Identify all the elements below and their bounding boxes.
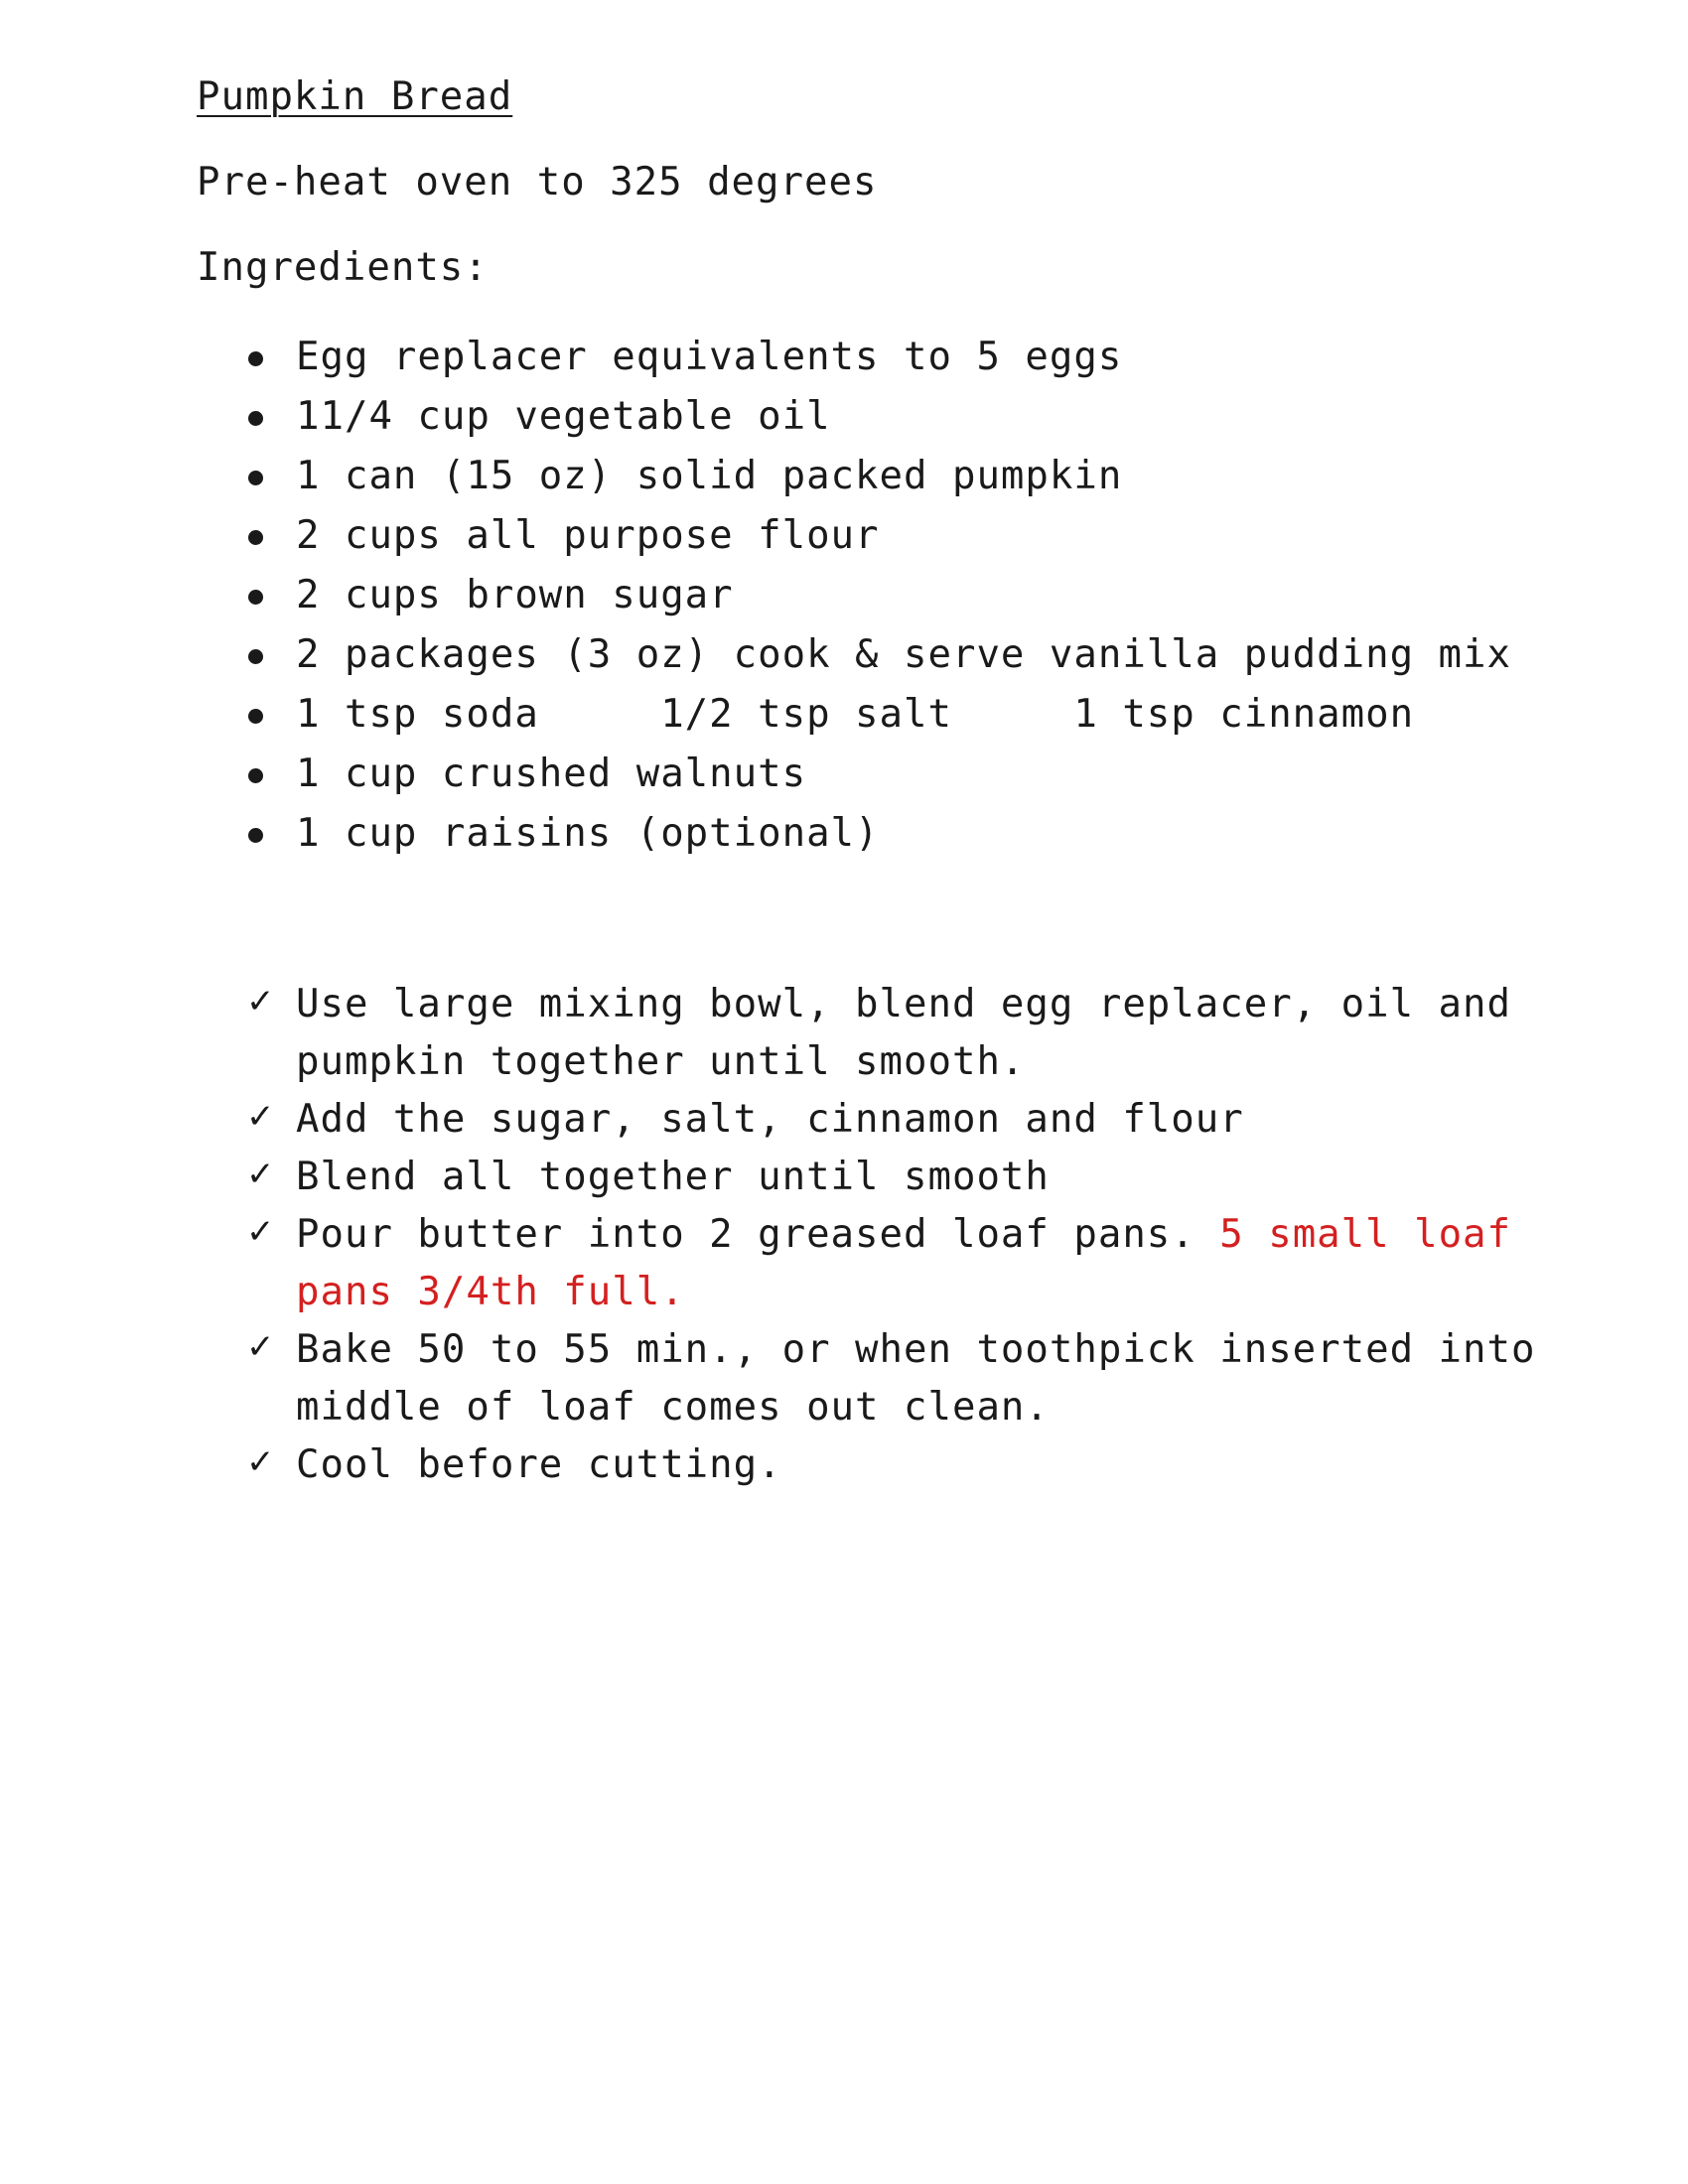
ingredient-text: 11/4 cup vegetable oil <box>296 394 831 439</box>
step-6: Cool before cutting. <box>296 1442 782 1487</box>
step-1-line-2: pumpkin together until smooth. <box>296 1039 1026 1084</box>
check-mark-icon: ✓ <box>246 1155 275 1194</box>
ingredient-text: 1 can (15 oz) solid packed pumpkin <box>296 454 1123 498</box>
check-mark-icon: ✓ <box>246 1212 275 1252</box>
ingredient-text: 1 cup raisins (optional) <box>296 811 880 856</box>
ingredients-heading: Ingredients: <box>197 245 489 290</box>
bullet-icon <box>248 351 263 366</box>
check-mark-icon: ✓ <box>246 1097 275 1137</box>
step-2: Add the sugar, salt, cinnamon and flour <box>296 1097 1244 1142</box>
check-mark-icon: ✓ <box>246 982 275 1022</box>
step-4-text: Pour butter into 2 greased loaf pans. <box>296 1212 1196 1257</box>
step-1-line-1: Use large mixing bowl, blend egg replacer, oil and <box>296 982 1511 1026</box>
step-4-highlight-2: pans 3/4th full. <box>296 1270 685 1314</box>
step-5-line-2: middle of loaf comes out clean. <box>296 1385 1050 1430</box>
bullet-icon <box>248 471 263 485</box>
bullet-icon <box>248 709 263 724</box>
ingredient-text: Egg replacer equivalents to 5 eggs <box>296 335 1123 379</box>
check-mark-icon: ✓ <box>246 1442 275 1482</box>
step-4-highlight-1: 5 small loaf <box>1219 1212 1512 1257</box>
check-mark-icon: ✓ <box>246 1327 275 1367</box>
bullet-icon <box>248 530 263 545</box>
bullet-icon <box>248 768 263 783</box>
bullet-icon <box>248 649 263 664</box>
ingredient-text: 1 tsp soda 1/2 tsp salt 1 tsp cinnamon <box>296 692 1415 737</box>
ingredient-text: 2 packages (3 oz) cook & serve vanilla pudding mix <box>296 632 1511 677</box>
bullet-icon <box>248 828 263 843</box>
step-3: Blend all together until smooth <box>296 1155 1050 1199</box>
ingredient-text: 2 cups all purpose flour <box>296 513 880 558</box>
step-5-line-1: Bake 50 to 55 min., or when toothpick inserted into <box>296 1327 1536 1372</box>
ingredient-text: 1 cup crushed walnuts <box>296 751 807 796</box>
preheat-instruction: Pre-heat oven to 325 degrees <box>197 160 878 205</box>
step-4-line-1 <box>296 1212 1512 1257</box>
ingredient-text: 2 cups brown sugar <box>296 573 734 617</box>
bullet-icon <box>248 590 263 605</box>
page-title: Pumpkin Bread <box>197 74 513 119</box>
bullet-icon <box>248 411 263 426</box>
